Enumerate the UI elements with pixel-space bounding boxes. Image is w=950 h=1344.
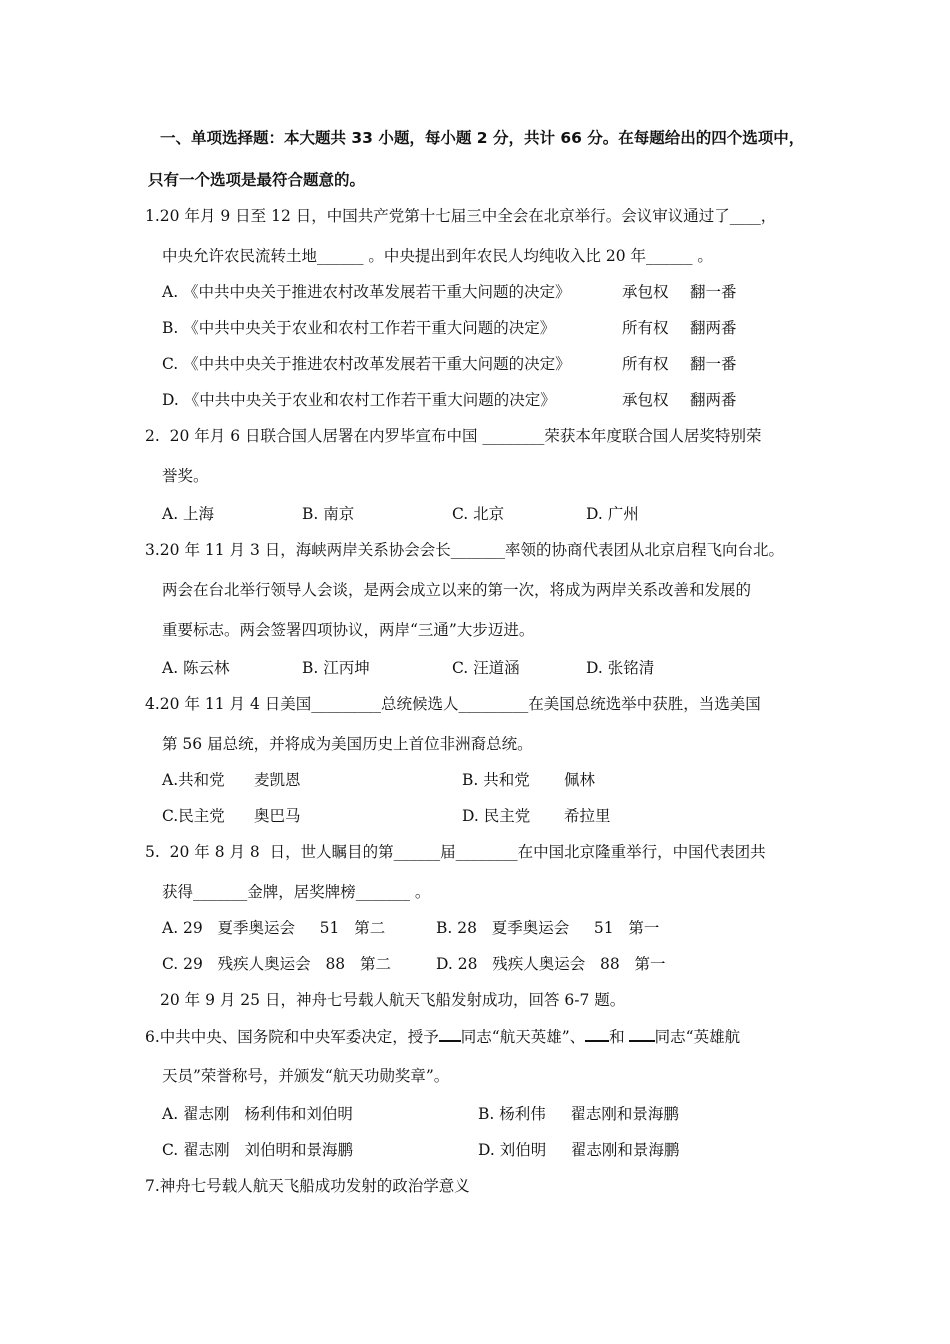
q1-option-c-title: C. 《中共中央关于推进农村改革发展若干重大问题的决定》 xyxy=(162,355,571,373)
q5-option-d: D. 28 残疾人奥运会 88 第一 xyxy=(436,955,666,973)
question-2-line-1: 2. 20 年月 6 日联合国人居署在内罗毕宣布中国 ________荣获本年度联合国人居奖特别荣 xyxy=(145,427,762,445)
q1-option-d-right: 承包权 xyxy=(622,391,669,409)
question-3-line-1: 3.20 年 11 月 3 日，海峡两岸关系协会会长_______率领的协商代表团从北京启程飞向台北。 xyxy=(145,541,784,559)
q5-option-c: C. 29 残疾人奥运会 88 第二 xyxy=(162,955,391,973)
q4-option-d-party: D. 民主党 xyxy=(462,807,531,825)
q4-option-c-party: C.民主党 xyxy=(162,807,225,825)
q5-option-a: A. 29 夏季奥运会 51 第二 xyxy=(162,919,386,937)
q2-option-b: B. 南京 xyxy=(302,505,355,523)
question-5-line-1: 5. 20 年 8 月 8 日，世人瞩目的第______届________在中国北京隆重举行，中国代表团共 xyxy=(145,843,766,861)
question-5-line-2: 获得_______金牌，居奖牌榜_______ 。 xyxy=(162,883,431,901)
q1-option-a-right: 承包权 xyxy=(622,283,669,301)
q3-option-a: A. 陈云林 xyxy=(162,659,230,677)
q1-option-a-growth: 翻一番 xyxy=(690,283,737,301)
q1-option-b-growth: 翻两番 xyxy=(690,319,737,337)
q2-option-d: D. 广州 xyxy=(586,505,639,523)
question-4-line-2: 第 56 届总统，并将成为美国历史上首位非洲裔总统。 xyxy=(162,735,533,753)
question-3-line-2: 两会在台北举行领导人会谈，是两会成立以来的第一次，将成为两岸关系改善和发展的 xyxy=(162,581,752,599)
q2-option-c: C. 北京 xyxy=(452,505,505,523)
q4-option-c-name: 奥巴马 xyxy=(254,807,301,825)
q4-option-b-party: B. 共和党 xyxy=(462,771,530,789)
q3-option-c: C. 汪道涵 xyxy=(452,659,520,677)
q6-option-b: B. 杨利伟 翟志刚和景海鹏 xyxy=(478,1105,679,1123)
question-7-line-1: 7.神舟七号载人航天飞船成功发射的政治学意义 xyxy=(145,1177,470,1195)
q3-option-d: D. 张铭清 xyxy=(586,659,655,677)
q1-option-b-right: 所有权 xyxy=(622,319,669,337)
q5-option-b: B. 28 夏季奥运会 51 第一 xyxy=(436,919,660,937)
q2-option-a: A. 上海 xyxy=(162,505,215,523)
q4-option-d-name: 希拉里 xyxy=(564,807,611,825)
q3-option-b: B. 江丙坤 xyxy=(302,659,370,677)
q4-option-b-name: 佩林 xyxy=(564,771,596,789)
question-2-line-2: 誉奖。 xyxy=(162,467,209,485)
q6-text-d: 同志“英雄航 xyxy=(654,1028,741,1046)
question-6-line-2: 天员”荣誉称号，并颁发“航天功勋奖章”。 xyxy=(162,1067,450,1085)
q6-option-c: C. 翟志刚 刘伯明和景海鹏 xyxy=(162,1141,353,1159)
q6-option-a: A. 翟志刚 杨利伟和刘伯明 xyxy=(162,1105,353,1123)
q4-option-a-name: 麦凯恩 xyxy=(254,771,301,789)
q6-blank-1 xyxy=(439,1026,461,1042)
q6-blank-3 xyxy=(629,1026,655,1042)
q1-option-b-title: B. 《中共中央关于农业和农村工作若干重大问题的决定》 xyxy=(162,319,556,337)
q6-text-c: 和 xyxy=(609,1028,625,1046)
section-heading-line-2: 只有一个选项是最符合题意的。 xyxy=(148,171,366,189)
q1-option-a-title: A. 《中共中央关于推进农村改革发展若干重大问题的决定》 xyxy=(162,283,571,301)
q6-text-a: 6.中共中央、国务院和中央军委决定，授予 xyxy=(145,1028,439,1046)
q6-text-b: 同志“航天英雄”、 xyxy=(460,1028,586,1046)
q1-option-c-growth: 翻一番 xyxy=(690,355,737,373)
q1-option-d-growth: 翻两番 xyxy=(690,391,737,409)
question-3-line-3: 重要标志。两会签署四项协议，两岸“三通”大步迈进。 xyxy=(162,621,535,639)
q1-option-c-right: 所有权 xyxy=(622,355,669,373)
question-1-line-1: 1.20 年月 9 日至 12 日，中国共产党第十七届三中全会在北京举行。会议审议通过了____， xyxy=(145,207,777,225)
q6-option-d: D. 刘伯明 翟志刚和景海鹏 xyxy=(478,1141,680,1159)
question-6-line-1 xyxy=(145,1026,740,1047)
q1-option-d-title: D. 《中共中央关于农业和农村工作若干重大问题的决定》 xyxy=(162,391,556,409)
question-1-line-2: 中央允许农民流转土地______ 。中央提出到年农民人均纯收入比 20 年______ 。 xyxy=(162,247,713,265)
intro-questions-6-7: 20 年 9 月 25 日，神舟七号载人航天飞船发射成功，回答 6-7 题。 xyxy=(160,991,626,1009)
q6-blank-2 xyxy=(585,1026,609,1042)
section-heading-line-1: 一、单项选择题：本大题共 33 小题，每小题 2 分，共计 66 分。在每题给出的四个选项中， xyxy=(160,129,805,147)
q4-option-a-party: A.共和党 xyxy=(162,771,225,789)
question-4-line-1: 4.20 年 11 月 4 日美国_________总统候选人_________在美国总统选举中获胜，当选美国 xyxy=(145,695,761,713)
